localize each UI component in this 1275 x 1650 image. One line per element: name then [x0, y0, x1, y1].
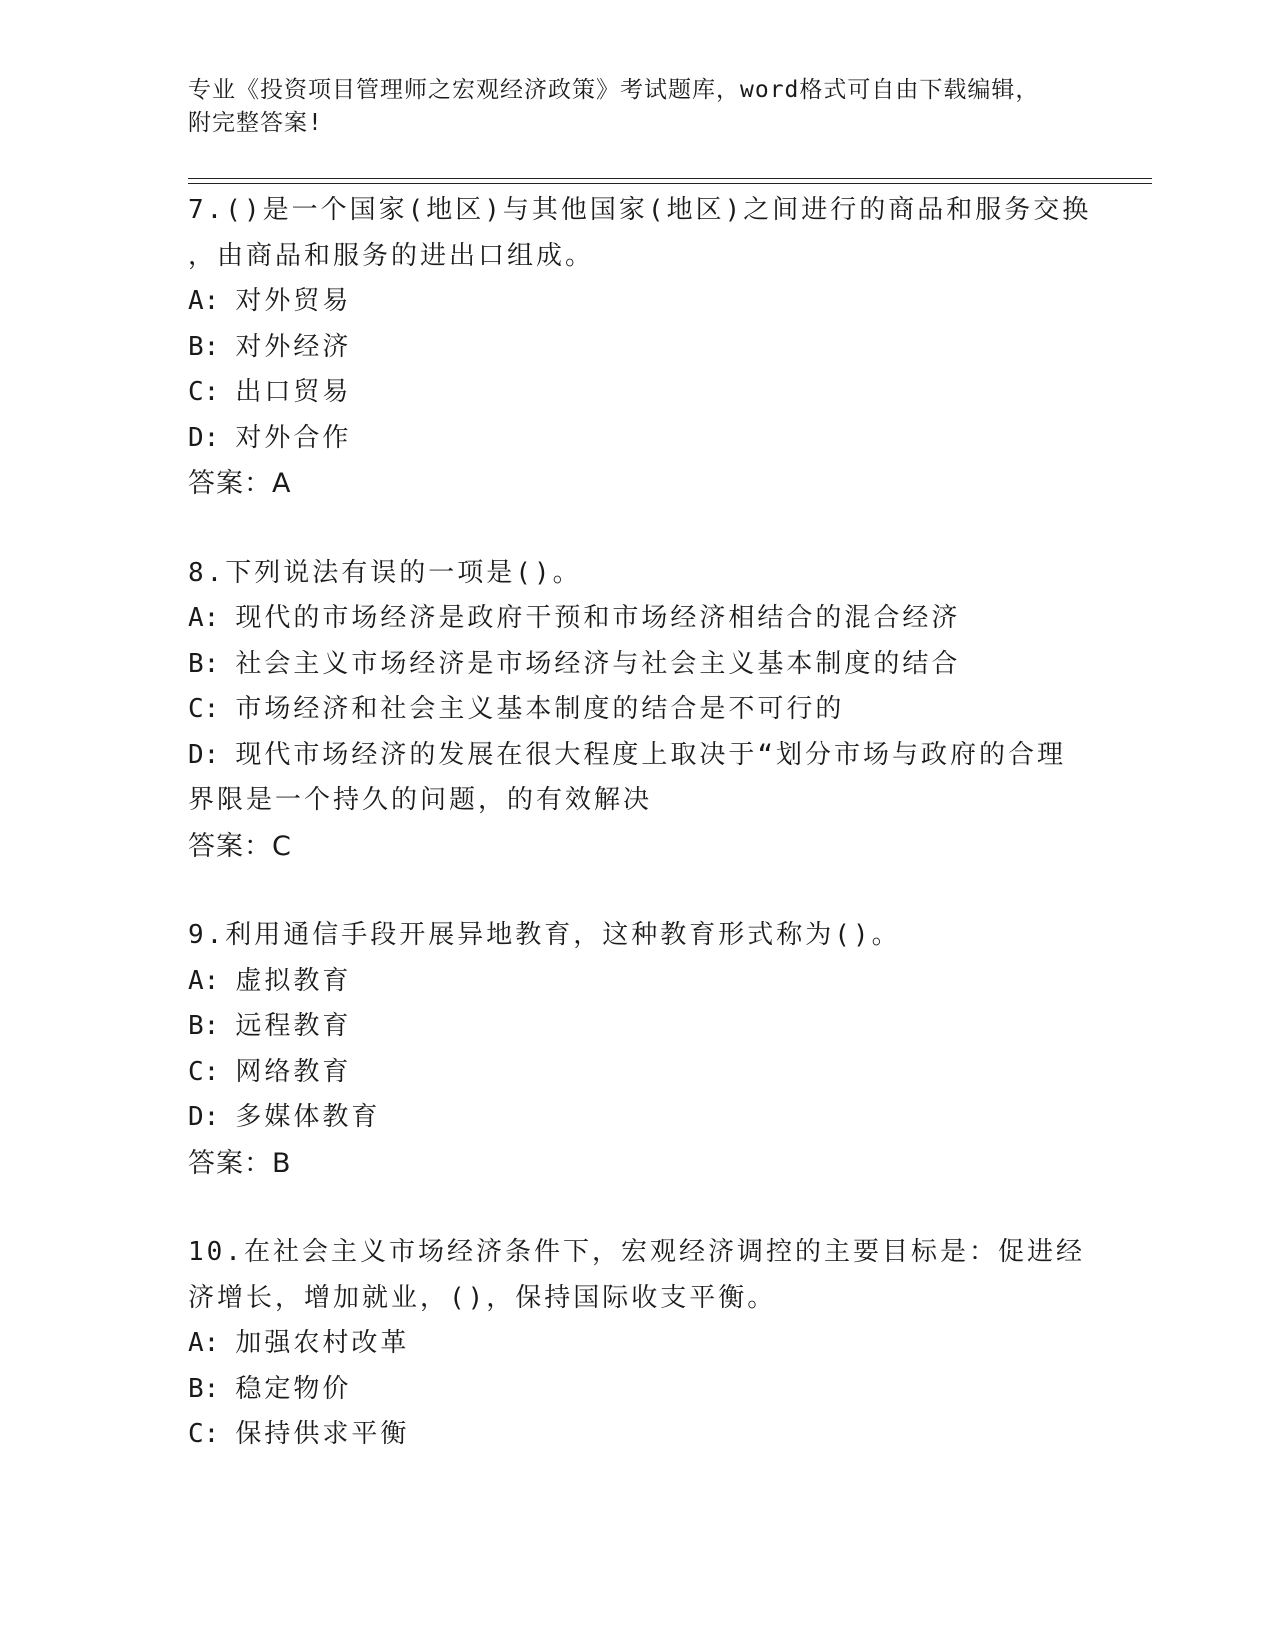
stem-line: 济增长，增加就业，()，保持国际收支平衡。	[188, 1282, 777, 1313]
option-d	[188, 1095, 1108, 1141]
option-b	[188, 642, 1108, 688]
option-letter: A:	[188, 1328, 220, 1358]
option-text: 远程教育	[235, 1011, 352, 1041]
option-text: 保持供求平衡	[235, 1419, 410, 1449]
option-letter: C:	[188, 1419, 220, 1449]
option-text: 虚拟教育	[235, 965, 352, 996]
header-divider-bottom	[188, 183, 1152, 184]
option-letter: D:	[188, 739, 220, 770]
question-stem	[188, 551, 1108, 597]
option-text: 网络教育	[235, 1056, 352, 1087]
question-7	[188, 188, 1108, 507]
option-letter: D:	[188, 422, 220, 453]
option-c	[188, 1050, 1108, 1096]
option-letter: C:	[188, 377, 220, 407]
option-letter: A:	[188, 603, 220, 633]
option-letter: B:	[188, 1373, 220, 1404]
answer-line: 答案：B	[188, 1147, 292, 1179]
option-letter: D:	[188, 1102, 220, 1132]
question-9	[188, 913, 1108, 1186]
option-text: 现代市场经济的发展在很大程度上取决于“划分市场与政府的合理	[235, 739, 1066, 770]
option-letter: C:	[188, 1056, 220, 1087]
question-stem	[188, 188, 1108, 279]
option-a	[188, 596, 1108, 642]
answer-line: 答案：C	[188, 830, 292, 862]
option-c	[188, 687, 1108, 733]
question-stem	[188, 913, 1108, 959]
question-list	[188, 188, 1108, 1502]
option-letter: C:	[188, 694, 220, 724]
option-letter: B:	[188, 331, 220, 362]
header-divider-top	[188, 178, 1152, 179]
option-c	[188, 1412, 1108, 1458]
option-letter: B:	[188, 1011, 220, 1041]
option-b	[188, 1367, 1108, 1413]
option-text: 对外合作	[235, 422, 352, 453]
option-a	[188, 1321, 1108, 1367]
stem-line: 7.()是一个国家(地区)与其他国家(地区)之间进行的商品和服务交换	[188, 195, 1092, 225]
question-10	[188, 1230, 1108, 1458]
stem-line: 9.利用通信手段开展异地教育，这种教育形式称为()。	[188, 920, 901, 950]
option-text: 出口贸易	[235, 377, 352, 407]
option-letter: B:	[188, 648, 220, 679]
option-b	[188, 1004, 1108, 1050]
option-text: 对外贸易	[235, 286, 352, 316]
option-b	[188, 325, 1108, 371]
option-text: 加强农村改革	[235, 1328, 410, 1358]
option-a	[188, 959, 1108, 1005]
stem-line: 10.在社会主义市场经济条件下，宏观经济调控的主要目标是：促进经	[188, 1237, 1085, 1267]
stem-line: ，由商品和服务的进出口组成。	[188, 240, 595, 271]
option-letter: A:	[188, 965, 220, 996]
option-text: 稳定物价	[235, 1373, 352, 1404]
option-text: 对外经济	[235, 331, 352, 362]
stem-line: 8.下列说法有误的一项是()。	[188, 557, 582, 588]
header-line-1: 专业《投资项目管理师之宏观经济政策》考试题库，word格式可自由下载编辑，	[188, 77, 1040, 103]
option-c	[188, 370, 1108, 416]
question-stem	[188, 1230, 1108, 1321]
question-8	[188, 551, 1108, 870]
option-d	[188, 416, 1108, 462]
option-text: 社会主义市场经济是市场经济与社会主义基本制度的结合	[235, 648, 961, 679]
answer-line: 答案：A	[188, 468, 292, 499]
option-text: 现代的市场经济是政府干预和市场经济相结合的混合经济	[235, 603, 961, 633]
option-d	[188, 733, 1108, 779]
option-text: 多媒体教育	[235, 1102, 381, 1132]
option-letter: A:	[188, 286, 220, 316]
option-text: 市场经济和社会主义基本制度的结合是不可行的	[235, 694, 845, 724]
header-line-2: 附完整答案!	[188, 110, 323, 136]
option-a	[188, 279, 1108, 325]
option-d-continued: 界限是一个持久的问题，的有效解决	[188, 785, 653, 815]
document-header	[188, 74, 1088, 140]
